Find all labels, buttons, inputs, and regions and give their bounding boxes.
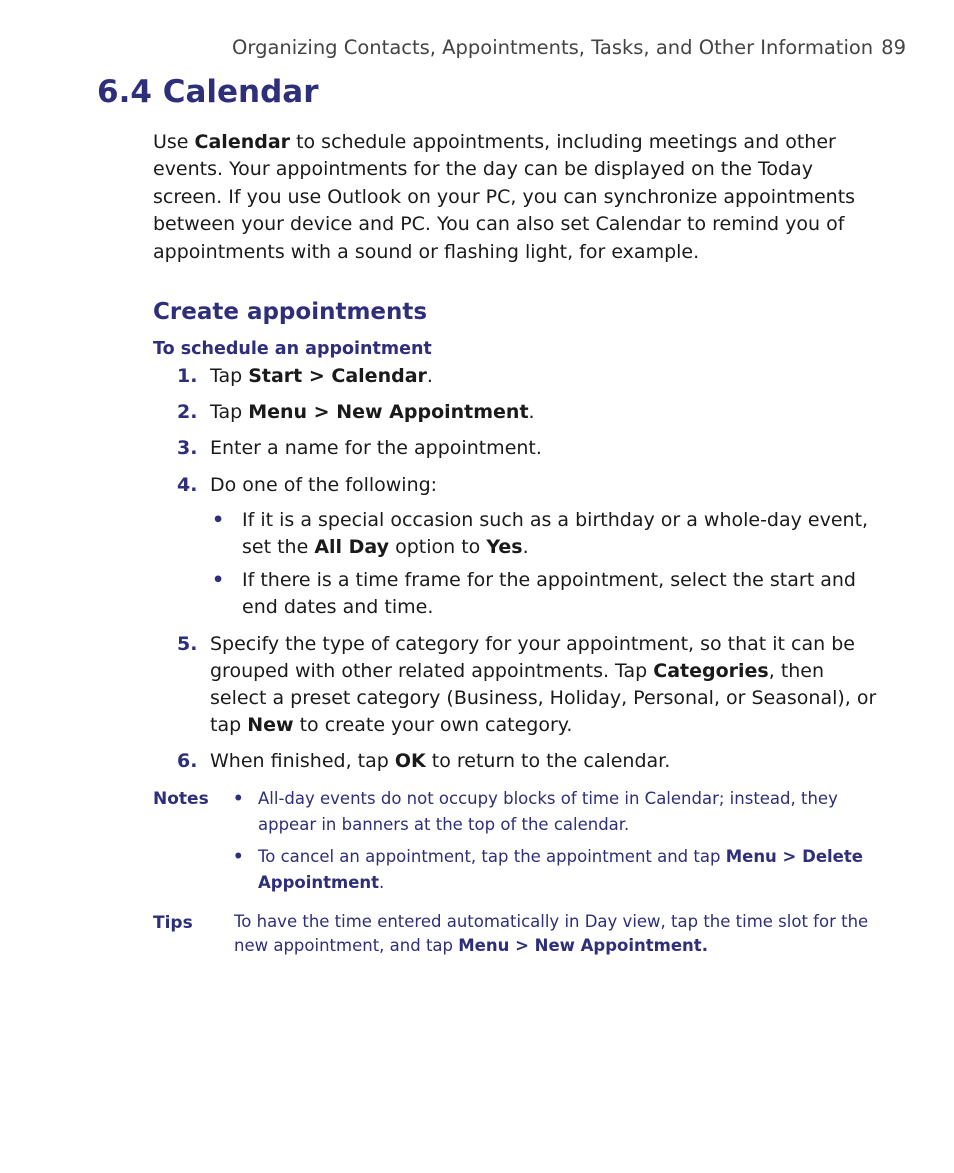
intro-text: Use: [153, 131, 195, 153]
step-item: [153, 631, 883, 740]
note-text: .: [379, 872, 385, 892]
step-number: 2.: [177, 401, 198, 424]
bullet-text: If it is a special occasion such as a birthday or a whole-day event, set the: [242, 508, 869, 559]
step-item: [153, 472, 883, 622]
tip-paragraph: [153, 910, 883, 958]
step-text: to return to the calendar.: [425, 750, 671, 773]
step-emphasis: Menu > New Appointment: [248, 401, 529, 424]
step-number: 4.: [177, 473, 198, 496]
subsection-title: Create appointments: [153, 299, 428, 326]
notes-block: [153, 786, 883, 896]
intro-emphasis: Calendar: [194, 131, 291, 153]
bullet-item: [210, 507, 883, 561]
bullet-list: [210, 507, 883, 622]
tip-emphasis: Menu > New Appointment.: [458, 935, 708, 955]
page-body: [153, 129, 883, 958]
procedure-title: To schedule an appointment: [153, 339, 432, 360]
step-item: [153, 435, 883, 462]
note-text: To cancel an appointment, tap the appointment and tap: [258, 846, 726, 866]
step-text: Do one of the following:: [210, 473, 438, 496]
bullet-text: option to: [389, 536, 487, 559]
notes-list: [153, 786, 883, 896]
tip-text: To have the time entered automatically in Day view, tap the time slot for the new appointment, and tap: [234, 911, 869, 955]
step-text: Enter a name for the appointment.: [210, 437, 542, 460]
bullet-emphasis: Yes: [486, 536, 523, 559]
note-text: All-day events do not occupy blocks of time in Calendar; instead, they appear in banners at the top of the calendar.: [258, 788, 838, 834]
step-item: [153, 363, 883, 390]
step-item: [153, 399, 883, 426]
step-text: .: [426, 365, 433, 388]
notes-label: Notes: [153, 788, 209, 809]
bullet-dot-icon: •: [233, 788, 244, 808]
step-text: to create your own category.: [293, 714, 573, 737]
tips-block: [153, 910, 883, 958]
intro-text: to schedule appointments, including meetings and other events. Your appointments for the day can be displayed on the Today screen. If you use Outlook on your PC, you can synchronize appointments between your device and PC. You can also set Calendar to remind you of appointments with a sound or flashing light, for example.: [153, 131, 856, 263]
bullet-dot-icon: •: [212, 569, 225, 592]
bullet-dot-icon: •: [212, 508, 225, 531]
note-item: [233, 786, 883, 838]
note-item: [233, 844, 883, 896]
section-title: 6.4 Calendar: [97, 74, 319, 110]
intro-paragraph: [153, 129, 883, 266]
tips-label: Tips: [153, 912, 193, 933]
step-text: Tap: [210, 401, 249, 424]
running-header: [232, 36, 906, 59]
step-emphasis: New: [247, 714, 294, 737]
bullet-item: [210, 567, 883, 621]
running-title: Organizing Contacts, Appointments, Tasks, and Other Information: [232, 36, 874, 59]
step-number: 6.: [177, 750, 198, 773]
step-item: [153, 748, 883, 775]
step-text: , then select a preset category (Business, Holiday, Personal, or Seasonal), or tap: [210, 659, 877, 737]
step-emphasis: Start > Calendar: [248, 365, 427, 388]
step-number: 5.: [177, 632, 198, 655]
step-text: Specify the type of category for your appointment, so that it can be grouped with other related appointments. Tap: [210, 632, 855, 682]
step-emphasis: OK: [394, 750, 426, 773]
step-text: Tap: [210, 365, 249, 388]
note-emphasis: Menu > Delete Appointment: [258, 846, 863, 892]
bullet-dot-icon: •: [233, 846, 244, 866]
bullet-text: If there is a time frame for the appointment, select the start and end dates and time.: [242, 569, 856, 619]
step-text: .: [528, 401, 535, 424]
bullet-text: .: [522, 536, 529, 559]
step-emphasis: Categories: [653, 659, 769, 682]
step-number: 3.: [177, 437, 198, 460]
page-number: 89: [881, 36, 906, 59]
step-text: When finished, tap: [210, 750, 395, 773]
steps-list: [153, 363, 883, 776]
step-number: 1.: [177, 365, 198, 388]
bullet-emphasis: All Day: [314, 536, 390, 559]
